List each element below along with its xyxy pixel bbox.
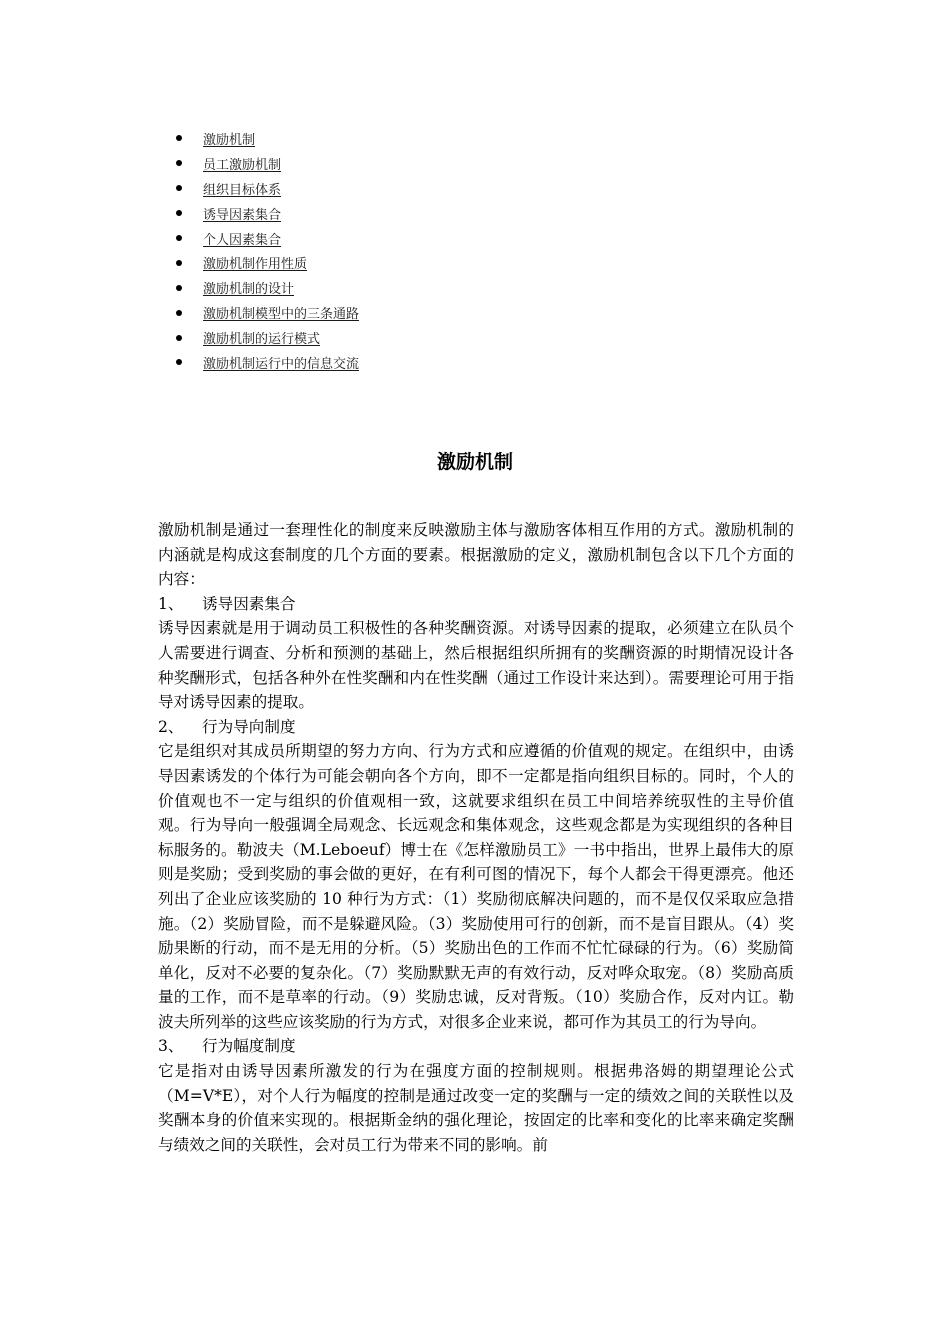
toc-item bbox=[176, 300, 359, 325]
bullet-icon bbox=[176, 235, 182, 241]
bullet-icon bbox=[176, 310, 182, 316]
bullet-icon bbox=[176, 260, 182, 266]
toc-link-info-exchange[interactable]: 激励机制运行中的信息交流 bbox=[203, 356, 360, 372]
section-number: 3、 bbox=[158, 1037, 184, 1056]
toc-item bbox=[176, 151, 359, 176]
toc-link-personal-factors[interactable]: 个人因素集合 bbox=[203, 232, 282, 248]
toc-link-employee-incentive[interactable]: 员工激励机制 bbox=[203, 157, 282, 173]
toc-item bbox=[176, 176, 359, 201]
section-heading-1 bbox=[158, 592, 794, 617]
section-title: 诱导因素集合 bbox=[202, 594, 296, 613]
section-title: 行为导向制度 bbox=[202, 717, 296, 736]
bullet-icon bbox=[176, 359, 182, 365]
toc-item bbox=[176, 201, 359, 226]
toc-link-mechanism-design[interactable]: 激励机制的设计 bbox=[203, 282, 295, 298]
section-title: 行为幅度制度 bbox=[202, 1037, 296, 1056]
toc-item bbox=[176, 126, 359, 151]
section-2-paragraph: 它是组织对其成员所期望的努力方向、行为方式和应遵循的价值观的规定。在组织中，由诱导因素诱发的个体行为可能会朝向各个方向，即不一定都是指向组织目标的。同时，个人的价值观也不一定与组织的价值观相一致，这就要求组织在员工中间培养统驭性的主导价值观。行为导向一般强调全局观念、长远观念和集体观念，这些观念都是为实现组织的各种目标服务的。勒波夫（M.Leboeuf）博士在《怎样激励员工》一书中指出，世界上最伟大的原则是奖励；受到奖励的事会做的更好，在有利可图的情况下，每个人都会干得更漂亮。他还列出了企业应该奖励的 10 种行为方式：（1）奖励彻底解决问题的，而不是仅仅采取应急措施。（2）奖励冒险，而不是躲避风险。（3）奖励使用可行的创新，而不是盲目跟从。（4）奖励果断的行动，而不是无用的分析。（5）奖励出色的工作而不忙忙碌碌的行为。（6）奖励简单化，反对不必要的复杂化。（7）奖励默默无声的有效行动，反对哗众取宠。（8）奖励高质量的工作，而不是草率的行动。（9）奖励忠诚，反对背叛。（10）奖励合作，反对内讧。勒波夫所列举的这些应该奖励的行为方式，对很多企业来说，都可作为其员工的行为导向。 bbox=[158, 742, 794, 1031]
toc-link-goal-system[interactable]: 组织目标体系 bbox=[203, 182, 282, 198]
toc-link-three-paths[interactable]: 激励机制模型中的三条通路 bbox=[203, 307, 360, 323]
section-heading-2 bbox=[158, 715, 794, 740]
toc-item bbox=[176, 325, 359, 350]
bullet-icon bbox=[176, 135, 182, 141]
section-3-paragraph: 它是指对由诱导因素所激发的行为在强度方面的控制规则。根据弗洛姆的期望理论公式（M=V*E），对个人行为幅度的控制是通过改变一定的奖酬与一定的绩效之间的关联性以及奖酬本身的价值来实现的。根据斯金纳的强化理论，按固定的比率和变化的比率来确定奖酬与绩效之间的关联性，会对员工行为带来不同的影响。前 bbox=[158, 1062, 794, 1154]
bullet-icon bbox=[176, 210, 182, 216]
article-title: 激励机制 bbox=[436, 451, 513, 473]
toc-link-inducement-set[interactable]: 诱导因素集合 bbox=[203, 207, 282, 223]
bullet-icon bbox=[176, 185, 182, 191]
toc-item bbox=[176, 350, 359, 375]
intro-paragraph: 激励机制是通过一套理性化的制度来反映激励主体与激励客体相互作用的方式。激励机制的内涵就是构成这套制度的几个方面的要素。根据激励的定义，激励机制包含以下几个方面的内容： bbox=[158, 521, 794, 589]
article-body bbox=[158, 518, 794, 1157]
table-of-contents bbox=[176, 126, 359, 375]
toc-item bbox=[176, 226, 359, 251]
section-number: 1、 bbox=[158, 594, 184, 613]
section-number: 2、 bbox=[158, 717, 184, 736]
toc-link-incentive-mechanism[interactable]: 激励机制 bbox=[203, 132, 256, 148]
bullet-icon bbox=[176, 335, 182, 341]
toc-link-operation-mode[interactable]: 激励机制的运行模式 bbox=[203, 332, 321, 348]
bullet-icon bbox=[176, 285, 182, 291]
toc-link-mechanism-nature[interactable]: 激励机制作用性质 bbox=[203, 257, 308, 273]
section-heading-3 bbox=[158, 1034, 794, 1059]
section-1-paragraph: 诱导因素就是用于调动员工积极性的各种奖酬资源。对诱导因素的提取，必须建立在队员个人需要进行调查、分析和预测的基础上，然后根据组织所拥有的奖酬资源的时期情况设计各种奖酬形式，包括各种外在性奖酬和内在性奖酬（通过工作设计来达到）。需要理论可用于指导对诱导因素的提取。 bbox=[158, 619, 794, 712]
toc-item bbox=[176, 250, 359, 275]
bullet-icon bbox=[176, 160, 182, 166]
toc-item bbox=[176, 275, 359, 300]
